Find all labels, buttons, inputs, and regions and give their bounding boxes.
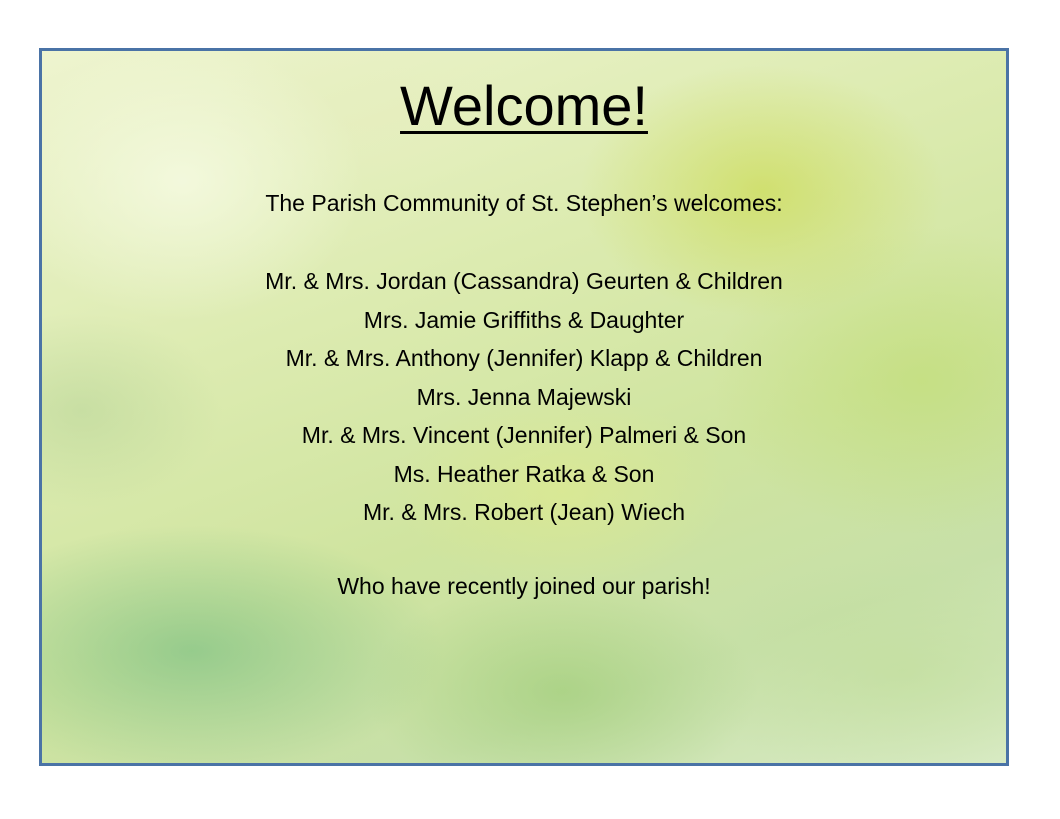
list-item: Mrs. Jamie Griffiths & Daughter <box>363 306 685 333</box>
welcome-frame <box>39 48 1009 766</box>
list-item: Mr. & Mrs. Vincent (Jennifer) Palmeri & Son <box>301 422 747 448</box>
intro-text: The Parish Community of St. Stephen’s welcomes: <box>265 190 783 216</box>
list-item: Mr. & Mrs. Anthony (Jennifer) Klapp & Children <box>285 345 763 371</box>
list-item: Ms. Heather Ratka & Son <box>393 460 655 487</box>
closing-text: Who have recently joined our parish! <box>337 573 711 599</box>
page-title <box>42 73 1006 139</box>
new-members-list <box>42 262 1006 532</box>
list-item: Mr. & Mrs. Robert (Jean) Wiech <box>362 499 686 525</box>
title-text: Welcome! <box>400 74 648 137</box>
list-item: Mrs. Jenna Majewski <box>416 383 632 410</box>
list-item: Mr. & Mrs. Jordan (Cassandra) Geurten & Children <box>265 268 783 294</box>
